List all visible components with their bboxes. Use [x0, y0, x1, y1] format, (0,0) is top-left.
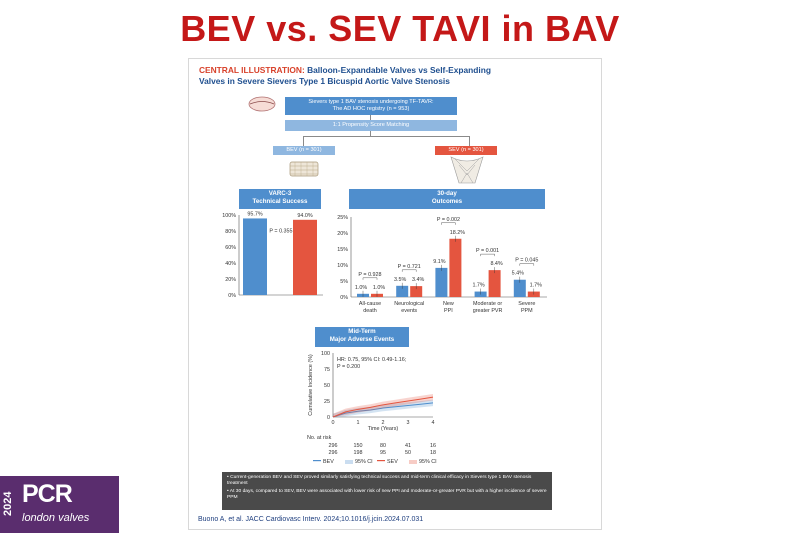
outcomes-bev-label: 5.4% — [511, 270, 524, 277]
risk-bev-count: 41 — [405, 443, 411, 449]
outcomes-ytick: 25% — [337, 215, 348, 221]
midterm-ytick: 75 — [324, 367, 330, 373]
midterm-legend-label: 95% CI — [419, 459, 437, 465]
sev-arm-box: SEV (n = 301) — [435, 146, 497, 155]
outcomes-p-bracket — [402, 270, 416, 272]
risk-bev-count: 80 — [380, 443, 386, 449]
outcomes-category-label: events — [401, 308, 418, 314]
illustration-heading — [199, 65, 595, 87]
outcomes-bar-bev — [435, 268, 447, 297]
flow-connector-bev — [303, 136, 304, 146]
outcomes-p-value: P = 0.928 — [358, 271, 382, 278]
outcomes-ytick: 20% — [337, 231, 348, 237]
outcomes-p-bracket — [520, 264, 534, 266]
midterm-xlabel: Time (Years) — [367, 426, 399, 432]
outcomes-sev-label: 3.4% — [412, 277, 425, 284]
outcomes-category-label: PPM — [520, 308, 533, 314]
midterm-legend-swatch — [377, 460, 385, 461]
varc-p-value: P = 0.355 — [269, 228, 293, 235]
midterm-header-line1: Mid-Term — [348, 328, 376, 335]
outcomes-chart — [329, 209, 553, 321]
pcr-logo — [0, 476, 119, 533]
central-illustration-panel — [188, 58, 602, 530]
varc-header-line2: Technical Success — [252, 198, 308, 205]
midterm-legend-label: BEV — [323, 459, 334, 465]
flow-connector-down — [370, 131, 371, 136]
midterm-legend-label: SEV — [387, 459, 398, 465]
outcomes-bev-label: 1.7% — [472, 282, 485, 289]
outcomes-category-label: Moderate or — [473, 301, 503, 307]
risk-sev-count: 198 — [353, 450, 363, 456]
outcomes-p-value: P = 0.045 — [515, 257, 539, 264]
outcomes-sev-label: 8.4% — [490, 261, 503, 268]
outcomes-ytick: 5% — [340, 279, 348, 285]
risk-bev-count: 296 — [328, 443, 338, 449]
varc-header — [239, 189, 321, 209]
midterm-legend-swatch — [345, 460, 353, 464]
bev-valve-icon — [287, 159, 321, 179]
outcomes-sev-label: 18.2% — [449, 229, 466, 236]
outcomes-ytick: 0% — [340, 295, 348, 301]
summary-bullet-2: • At 30 days, compared to SEV, BEV were associated with lower risk of new PPI and moderate-or-greater PVR but with a higher incidence of severe PPM — [227, 489, 547, 501]
varc-ytick: 0% — [228, 293, 236, 299]
outcomes-p-bracket — [441, 223, 455, 225]
risk-sev-count: 296 — [328, 450, 338, 456]
varc-ytick: 40% — [225, 261, 236, 267]
midterm-chart — [305, 347, 445, 471]
midterm-xtick: 3 — [406, 420, 410, 426]
slide-title: BEV vs. SEV TAVI in BAV — [180, 8, 620, 49]
varc-bar-sev — [293, 220, 317, 295]
midterm-xtick: 1 — [356, 420, 360, 426]
aortic-valve-icon — [247, 95, 277, 113]
bev-arm-box: BEV (n = 301) — [273, 146, 335, 155]
logo-subtitle: london valves — [22, 512, 90, 524]
midterm-ytick: 50 — [324, 383, 330, 389]
illustration-heading-line1: Balloon-Expandable Valves vs Self-Expanding — [304, 65, 491, 75]
outcomes-bar-sev — [489, 270, 501, 297]
midterm-xtick: 2 — [381, 420, 385, 426]
outcomes-bev-label: 1.0% — [354, 284, 368, 291]
citation: Buono A, et al. JACC Cardiovasc Interv. 2024;10.1016/j.jcin.2024.07.031 — [198, 516, 424, 523]
outcomes-category-label: Neurological — [394, 301, 425, 307]
varc-ytick: 80% — [225, 229, 236, 235]
midterm-header-line2: Major Adverse Events — [329, 336, 395, 343]
outcomes-p-bracket — [481, 254, 495, 256]
outcomes-category-label: Severe — [518, 301, 536, 307]
risk-table-title: No. at risk — [307, 435, 332, 441]
outcomes-category-label: PPI — [444, 308, 453, 314]
matching-box — [285, 120, 457, 131]
midterm-xtick: 0 — [331, 420, 335, 426]
outcomes-bar-sev — [449, 239, 461, 297]
outcomes-category-label: death — [363, 308, 377, 314]
midterm-header — [315, 327, 409, 347]
outcomes-sev-label: 1.7% — [529, 282, 542, 289]
outcomes-header — [349, 189, 545, 209]
outcomes-bev-label: 3.5% — [394, 276, 407, 283]
varc-value-label: 95.7% — [247, 211, 263, 218]
outcomes-header-line1: 30-day — [437, 190, 457, 197]
outcomes-p-value: P = 0.001 — [476, 248, 500, 255]
risk-sev-count: 18 — [430, 450, 436, 456]
registry-line2: The AD HOC registry (n = 953) — [332, 106, 410, 112]
flow-connector-sev — [469, 136, 470, 146]
varc-ytick: 100% — [222, 213, 236, 219]
summary-bullet-1: • Current-generation BEV and SEV proved similarly satisfying technical success and mid-term clinical efficacy in Sievers type 1 BAV stenosis treatment — [227, 475, 532, 487]
midterm-ytick: 25 — [324, 399, 330, 405]
matching-label: 1:1 Propensity Score Matching — [332, 122, 410, 128]
risk-sev-count: 50 — [405, 450, 411, 456]
outcomes-bev-label: 9.1% — [433, 258, 446, 265]
outcomes-ytick: 10% — [337, 263, 348, 269]
registry-line1: Sievers type 1 BAV stenosis undergoing TF-TAVR: — [308, 99, 434, 105]
outcomes-header-line2: Outcomes — [431, 198, 463, 205]
logo-year: 2024 — [2, 491, 14, 517]
midterm-ylabel: Cumulative Incidence (%) — [308, 354, 314, 416]
varc-ytick: 60% — [225, 245, 236, 251]
sev-valve-icon — [447, 155, 487, 185]
midterm-ytick: 0 — [327, 415, 330, 421]
outcomes-p-value: P = 0.002 — [436, 216, 460, 223]
outcomes-p-value: P = 0.721 — [397, 263, 421, 270]
summary-box — [222, 472, 552, 510]
risk-bev-count: 16 — [430, 443, 436, 449]
midterm-ytick: 100 — [321, 351, 330, 357]
outcomes-ytick: 15% — [337, 247, 348, 253]
varc-chart — [215, 209, 335, 309]
midterm-legend-swatch — [409, 460, 417, 464]
logo-brand: PCR — [22, 480, 72, 508]
outcomes-p-bracket — [363, 278, 377, 280]
varc-value-label: 94.0% — [297, 212, 313, 219]
registry-box — [285, 97, 457, 115]
varc-ytick: 20% — [225, 277, 236, 283]
varc-bar-bev — [243, 218, 267, 295]
outcomes-category-label: New — [443, 301, 454, 307]
risk-sev-count: 95 — [380, 450, 386, 456]
midterm-xtick: 4 — [431, 420, 435, 426]
outcomes-category-label: All-cause — [358, 301, 382, 307]
midterm-hr-text: HR: 0.75, 95% CI: 0.49-1.16; — [337, 357, 407, 363]
midterm-legend-swatch — [313, 460, 321, 461]
risk-bev-count: 150 — [353, 443, 363, 449]
flow-connector-horizontal — [303, 136, 470, 137]
outcomes-sev-label: 1.0% — [372, 284, 386, 291]
varc-header-line1: VARC-3 — [268, 190, 292, 197]
illustration-label: CENTRAL ILLUSTRATION: — [199, 65, 305, 75]
midterm-p-text: P = 0.200 — [337, 364, 361, 370]
midterm-legend-label: 95% CI — [355, 459, 373, 465]
illustration-heading-line2: Valves in Severe Sievers Type 1 Bicuspid Aortic Valve Stenosis — [199, 76, 450, 86]
outcomes-category-label: greater PVR — [472, 308, 503, 314]
